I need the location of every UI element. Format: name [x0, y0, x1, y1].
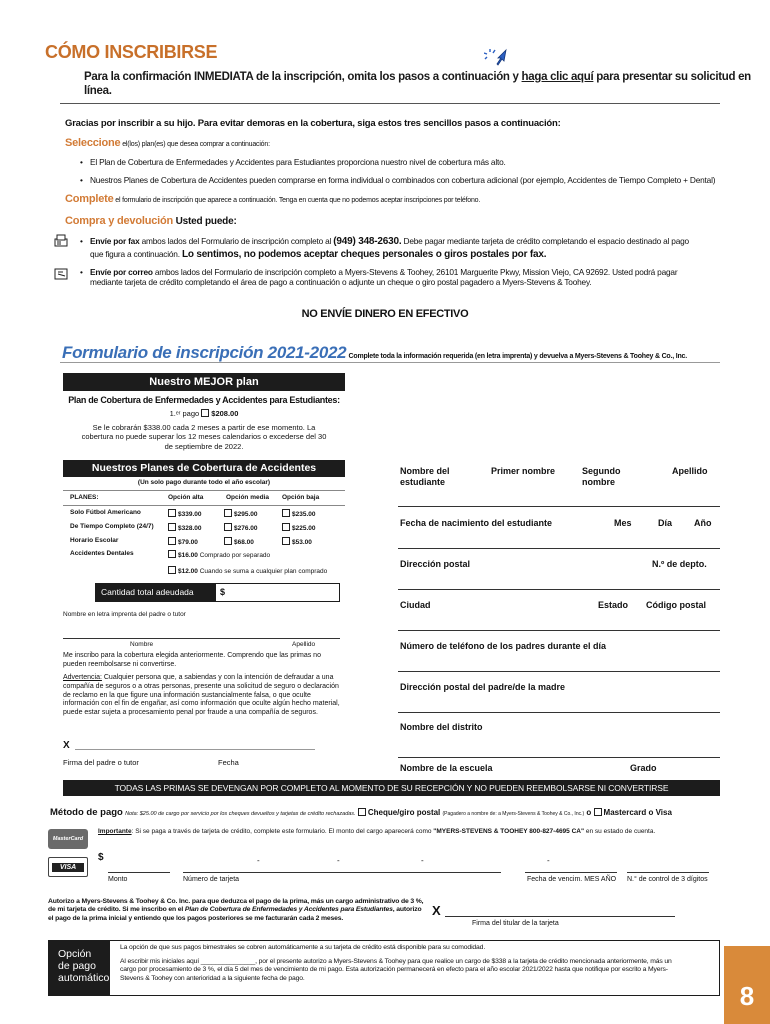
agreement-text: Me inscribo para la cobertura elegida anteriormente. Comprendo que las primas no pueden reembolsarse ni convertirse. [63, 652, 321, 668]
check-note: (Pagadero a nombre de: a Myers-Stevens & Toohey & Co., Inc.) [442, 811, 585, 817]
amount-field[interactable] [108, 872, 170, 873]
plan-high-2-value: $79.00 [178, 539, 198, 546]
no-cash-notice: NO ENVÍE DINERO EN EFECTIVO [301, 308, 469, 320]
page-title: CÓMO INSCRIBIRSE [45, 42, 218, 62]
check-label: Cheque/giro postal [367, 808, 441, 817]
plan-low-2 [282, 537, 312, 547]
auth-italic: Plan de Cobertura de Enfermedades y Accidentes para Estudiantes [184, 906, 393, 914]
payment-method-row [50, 807, 672, 819]
parent-firstname-sub: Nombre [130, 641, 154, 648]
best-plan-note: Se le cobrarán $338.00 cada 2 meses a partir de ese momento. La cobertura no puede superar los 12 meses calendarios o excederse del 30 de septiembre de 2022. [81, 423, 327, 451]
complete-text: el formulario de inscripción que aparece a continuación. Tenga en cuenta que no podemos aceptar inscripciones por teléfono. [113, 197, 481, 204]
dental-label: Accidentes Dentales [70, 550, 134, 557]
warning-text: Cualquier persona que, a sabiendas y con la intención de defraudar a una compañía de seguros o a otras personas, presente una solicitud de seguro o declaración de reclamo en la que figure una información sustancialmente falsa, o que oculte información con el fin de engañar, así como información que oculte algún hecho material, puede estar sujeta a procesamiento penal por fraude a una compañía de seguros. [63, 674, 340, 716]
dental-checkbox-1[interactable] [168, 550, 176, 558]
address-label: Dirección postal [400, 559, 471, 569]
plan-low-0-value: $235.00 [292, 511, 316, 518]
select-heading: Seleccione [65, 137, 121, 149]
best-plan-name: Plan de Cobertura de Enfermedades y Accidentes para Estudiantes: [68, 395, 340, 405]
plan-name-2-value: Horario Escolar [70, 537, 119, 544]
plans-rule-2 [63, 505, 345, 506]
card-signature-field[interactable] [445, 916, 675, 917]
parent-signature-field[interactable] [75, 749, 315, 750]
address-field[interactable] [398, 589, 720, 590]
dental-amount-2: $12.00 [178, 568, 198, 575]
fax-bold: Envíe por fax [90, 236, 140, 246]
plan-low-1 [282, 523, 316, 533]
dental-text-2: Cuando se suma a cualquier plan comprado [199, 568, 328, 575]
important-text: : Si se paga a través de tarjeta de crédito, complete este formulario. El monto del cargo aparecerá como [131, 828, 434, 835]
state-label: Estado [598, 600, 629, 610]
select-text: el(los) plan(es) que desea comprar a continuación: [120, 141, 270, 148]
online-apply-link[interactable]: haga clic aquí [521, 71, 594, 83]
intro-text [84, 70, 770, 99]
click-cursor-icon [484, 48, 510, 68]
card-sep-2: - [337, 856, 340, 865]
dental-text-1: Comprado por separado [199, 552, 271, 559]
plan-high-2-checkbox[interactable] [168, 537, 176, 545]
plan-mid-2-checkbox[interactable] [224, 537, 232, 545]
city-label: Ciudad [400, 600, 431, 610]
plan-mid-0-checkbox[interactable] [224, 509, 232, 517]
control-label: N.° de control de 3 dígitos [627, 876, 708, 883]
district-field[interactable] [398, 757, 720, 758]
plan-high-2 [168, 537, 198, 547]
mail-bold: Envíe por correo [90, 267, 153, 277]
card-signature-x: X [432, 903, 441, 918]
mail-instructions [90, 267, 690, 288]
fax-icon [54, 234, 68, 248]
page-number: 8 [724, 946, 770, 1024]
plan-high-0 [168, 509, 202, 519]
plan-name-2 [70, 537, 118, 545]
auth-text-a: Autorizo a Myers-Stevens & Toohey & Co. Inc. para que deduzca el pago de la prima, más un cargo administrativo de 3 %, de mi tarjeta de crédito. Si me inscribo en el [48, 898, 424, 914]
accident-plans-sub: (Un solo pago durante todo el año escolar) [137, 479, 271, 486]
form-subtitle: Complete toda la información requerida (en letra imprenta) y devuelva a Myers-Stevens & Toohey & Co., Inc. [348, 353, 687, 360]
plan-mid-1-checkbox[interactable] [224, 523, 232, 531]
month-label: Mes [614, 518, 632, 528]
plan-name-0-value: Solo Fútbol Americano [70, 509, 141, 516]
complete-step [65, 193, 480, 207]
form-title: Formulario de inscripción 2021-2022 [62, 343, 347, 362]
plan-low-1-checkbox[interactable] [282, 523, 290, 531]
phone-field[interactable] [398, 671, 720, 672]
plan-mid-1-value: $276.00 [234, 525, 258, 532]
plan-low-0-checkbox[interactable] [282, 509, 290, 517]
card-checkbox[interactable] [594, 808, 602, 816]
best-plan-checkbox[interactable] [201, 409, 209, 417]
expiry-field[interactable] [525, 872, 617, 873]
complete-heading: Complete [65, 193, 114, 205]
plan-name-0 [70, 509, 141, 517]
parent-surname-sub: Apellido [292, 641, 316, 648]
buy-heading: Compra y devolución [65, 215, 174, 227]
select-step [65, 137, 270, 151]
low-option-header: Opción baja [282, 494, 320, 501]
intro-before: Para la confirmación INMEDIATA de la inscripción, omita los pasos a continuación y [84, 71, 522, 83]
plan-high-0-value: $339.00 [178, 511, 202, 518]
total-due-field[interactable] [215, 583, 340, 602]
fax-text2: Debe pagar mediante tarjeta de crédito completando el espacio destinado al pago que figura a continuación. [90, 236, 689, 259]
mail-text: ambos lados del Formulario de inscripción completo a Myers-Stevens & Toohey, 26101 Marguerite Pkwy, Mission Viejo, CA 92692. Usted podrá pagar mediante tarjeta de crédito completando el área de pago a continuación o adjunte un cheque o giro postal pagadero a Myers-Stevens & Toohey. [90, 267, 678, 288]
header-divider [60, 103, 720, 104]
school-label: Nombre de la escuela [400, 763, 493, 773]
buy-step [65, 215, 237, 229]
plan-low-2-checkbox[interactable] [282, 537, 290, 545]
plan-mid-2-value: $68.00 [234, 539, 254, 546]
dob-field[interactable] [398, 548, 720, 549]
visa-logo-frame [48, 857, 88, 877]
select-bullet-1: • El Plan de Cobertura de Enfermedades y Accidentes para Estudiantes proporciona nuestro nivel de cobertura más alto. [90, 157, 710, 167]
dob-label: Fecha de nacimiento del estudiante [400, 518, 553, 528]
district-label: Nombre del distrito [400, 722, 483, 732]
important-head: Importante [98, 828, 132, 835]
card-sep-1: - [257, 856, 260, 865]
fax-instructions [90, 236, 690, 261]
phone-label: Número de teléfono de los padres durante el día [400, 641, 607, 651]
visa-label: Visa [655, 808, 672, 817]
plan-mid-0 [224, 509, 258, 519]
plan-low-1-value: $225.00 [292, 525, 316, 532]
form-divider [60, 362, 720, 363]
grade-label: Grado [630, 763, 657, 773]
city-field[interactable] [398, 630, 720, 631]
or-text-2: o [648, 808, 654, 817]
surname-label: Apellido [672, 466, 708, 476]
year-label: Año [694, 518, 712, 528]
fraud-warning [63, 674, 343, 718]
plan-low-0 [282, 509, 316, 519]
signature-label: Firma del padre o tutor [63, 758, 139, 767]
card-number-field[interactable] [183, 872, 501, 873]
plan-mid-2 [224, 537, 254, 547]
auto-pay-text-2: Al escribir mis iniciales aquí _______________, por el presente autorizo a Myers-Stevens & Toohey para que realice un cargo de $338 a la tarjeta de crédito mencionada anteriormente, más un cargo por procesamiento de 3 %, el día 5 del mes de vencimiento de mi pago. Esta autorización permanecerá en efecto para el año escolar 2021/2022 hasta que notifique por escrito a Myers-Stevens & Toohey con anterioridad a la siguiente fecha de pago. [120, 958, 672, 982]
expiry-sep: - [547, 856, 550, 865]
plan-high-1 [168, 523, 202, 533]
signature-x: X [63, 740, 70, 751]
plan-name-1 [70, 523, 154, 531]
auto-pay-text-1: La opción de que sus pagos bimestrales se cobren automáticamente a su tarjeta de crédito está disponible para su comodidad. [120, 944, 486, 951]
expiry-label: Fecha de vencim. MES AÑO [527, 876, 617, 883]
fax-text: ambos lados del Formulario de inscripción completo al [139, 236, 334, 246]
plan-low-2-value: $53.00 [292, 539, 312, 546]
first-pay-amount: $208.00 [211, 409, 239, 418]
parent-name-label: Nombre en letra imprenta del padre o tutor [63, 611, 186, 618]
high-option-header: Opción alta [168, 494, 204, 501]
dental-checkbox-2[interactable] [168, 566, 176, 574]
apt-label: N.º de depto. [652, 559, 707, 569]
first-name-label: Primer nombre [491, 466, 556, 476]
method-label: Método de pago [50, 807, 123, 818]
important-after: en su estado de cuenta. [584, 828, 656, 835]
plans-rule [63, 490, 345, 491]
dental-option-2 [168, 566, 327, 576]
plan-high-1-value: $328.00 [178, 525, 202, 532]
amount-dollar: $ [98, 852, 104, 863]
visa-logo: VISA [52, 863, 84, 872]
mastercard-logo: MasterCard [48, 829, 88, 849]
or-text: o [586, 808, 592, 817]
accident-plans-bar: Nuestros Planes de Cobertura de Accidentes [63, 460, 345, 477]
method-note: Nota: $25.00 de cargo por servicio por los cheques devueltos y tarjetas de crédito rechazadas. [125, 811, 356, 817]
plan-mid-0-value: $295.00 [234, 511, 258, 518]
card-number-label: Número de tarjeta [183, 876, 240, 883]
day-label: Día [658, 518, 673, 528]
important-note [98, 828, 655, 836]
mid-option-header: Opción media [226, 494, 269, 501]
fax-number: (949) 348-2630. [333, 236, 402, 247]
student-name-label: Nombre del estudiante [400, 466, 450, 488]
parent-name-field[interactable] [63, 638, 340, 639]
student-name-field[interactable] [398, 506, 720, 507]
form-header [62, 342, 687, 363]
important-bold: "MYERS-STEVENS & TOOHEY 800-827-4695 CA" [433, 828, 585, 835]
total-due-label: Cantidad total adeudada [95, 583, 215, 602]
plan-mid-1 [224, 523, 258, 533]
warning-head: Advertencia: [63, 674, 102, 681]
amount-label: Monto [108, 876, 128, 883]
premium-notice-bar: TODAS LAS PRIMAS SE DEVENGAN POR COMPLETO AL MOMENTO DE SU RECEPCIÓN Y NO PUEDEN REEMBOLSARSE NI CONVERTIRSE [63, 780, 720, 796]
plan-high-0-checkbox[interactable] [168, 509, 176, 517]
total-dollar: $ [220, 587, 226, 597]
control-field[interactable] [627, 872, 709, 873]
buy-text: Usted puede: [173, 216, 237, 227]
plan-name-1-value: De Tiempo Completo (24/7) [70, 523, 154, 530]
thanks-text: Gracias por inscribir a su hijo. Para evitar demoras en la cobertura, siga estos tres sencillos pasos a continuación: [65, 118, 561, 129]
auto-pay-box: Opción de pago automático [48, 940, 110, 996]
intro-after: para presentar su solicitud en línea. [84, 71, 751, 98]
dental-amount-1: $16.00 [178, 552, 198, 559]
parent-address-field[interactable] [398, 712, 720, 713]
mail-icon [54, 268, 68, 280]
fax-warning: Lo sentimos, no podemos aceptar cheques personales o giros postales por fax. [181, 248, 547, 260]
dental-option-1 [168, 550, 270, 560]
card-label: Mastercard [603, 808, 647, 817]
plan-high-1-checkbox[interactable] [168, 523, 176, 531]
plans-col-header: PLANES: [70, 494, 99, 501]
first-pay-label: 1.ᵉʳ pago [169, 409, 200, 418]
card-sep-3: - [421, 856, 424, 865]
date-label: Fecha [218, 758, 239, 767]
best-plan-bar: Nuestro MEJOR plan [63, 373, 345, 391]
zip-label: Código postal [646, 600, 706, 610]
card-signature-label: Firma del titular de la tarjeta [472, 920, 559, 927]
second-name-label: Segundo nombre [582, 466, 621, 488]
parent-address-label: Dirección postal del padre/de la madre [400, 682, 566, 692]
authorization-text [48, 898, 428, 923]
check-checkbox[interactable] [358, 808, 366, 816]
select-bullet-2: • Nuestros Planes de Cobertura de Accidentes pueden comprarse en forma individual o combinados con cobertura adicional (por ejemplo, Accidentes de Tiempo Completo + Dental) [90, 175, 720, 185]
first-payment [63, 409, 345, 418]
auth-text-b: , autorizo el pago de la prima inicial y entiendo que los pagos posteriores se me facturarán cada 2 meses. [48, 906, 422, 922]
